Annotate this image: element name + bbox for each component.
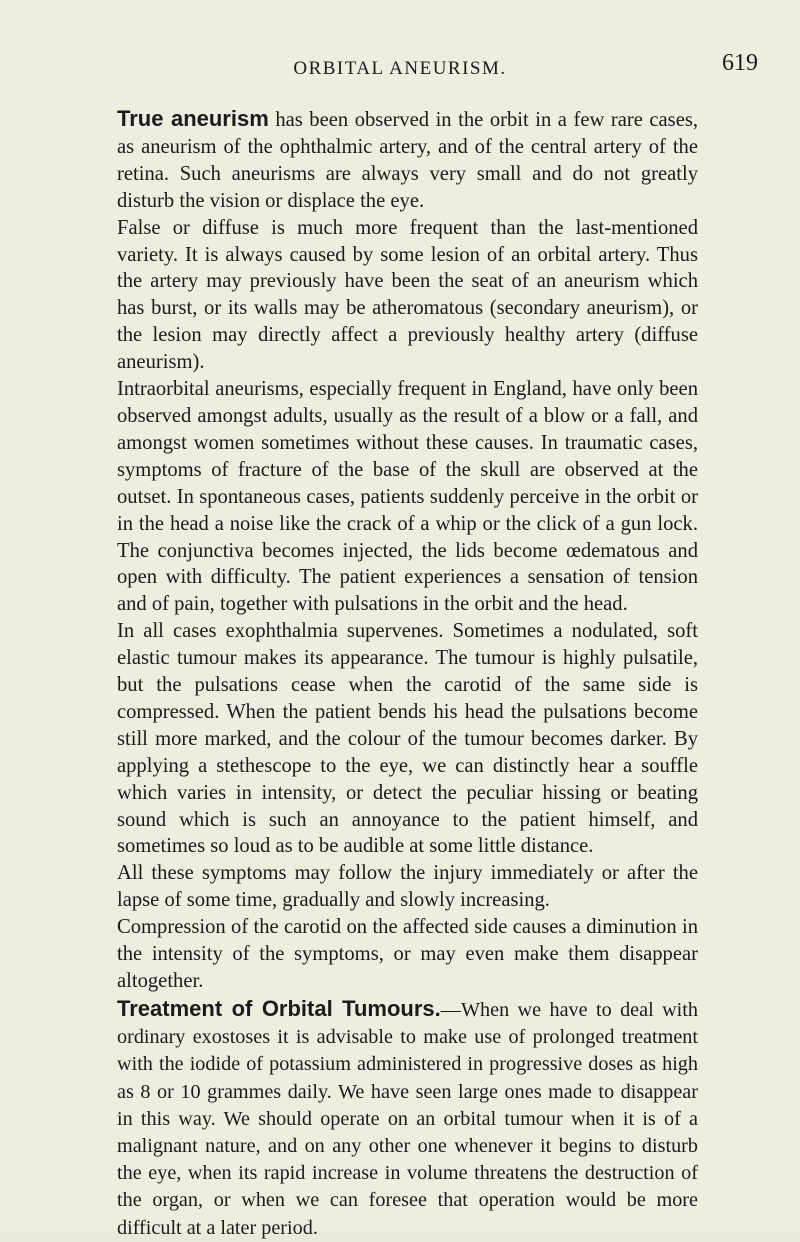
paragraph-true-aneurism: [117, 106, 698, 215]
paragraph-compression: [117, 914, 698, 995]
paragraph-symptoms-follow: [117, 860, 698, 914]
run-in-heading: True aneurism: [117, 106, 269, 131]
paragraph-text: has been observed in the orbit in a few rare cases, as aneurism of the ophthalmic artery, and of the central artery of the retina. Such aneurisms are always very small and do not greatly disturb the vision or displace the eye.: [117, 109, 699, 212]
paragraph-exophthalmia: [117, 618, 698, 860]
paragraph-text: In all cases exophthalmia supervenes. Sometimes a nodulated, soft elastic tumour makes its appearance. The tumour is highly pulsatile, but the pulsations cease when the carotid of the same side is compressed. When the patient bends his head the pulsations become still more marked, and the colour of the tumour becomes darker. By applying a stethescope to the eye, we can distinctly hear a souffle which varies in intensity, or detect the peculiar hissing or beating sound which is such an annoyance to the patient himself, and sometimes so loud as to be audible at some little distance.: [117, 620, 698, 858]
paragraph-text: All these symptoms may follow the injury immediately or after the lapse of some time, gradually and slowly increasing.: [117, 862, 698, 912]
paragraph-text: Intraorbital aneurisms, especially frequent in England, have only been observed amongst adults, usually as the result of a blow or a fall, and amongst women sometimes without these causes. In traumatic cases, symptoms of fracture of the base of the skull are observed at the outset. In spontaneous cases, patients suddenly perceive in the orbit or in the head a noise like the crack of a whip or the click of a gun lock. The conjunctiva becomes injected, the lids become œdematous and open with difficulty. The patient experiences a sensation of tension and of pain, together with pulsations in the orbit and the head.: [117, 378, 698, 616]
paragraph-treatment: [117, 995, 698, 1242]
paragraph-text: —When we have to deal with ordinary exostoses it is advisable to make use of prolonged treatment with the iodide of potassium administered in progressive doses as high as 8 or 10 grammes daily. We have seen large ones made to disappear in this way. We should operate on an orbital tumour when it is of a malignant nature, and on any other one whenever it begins to disturb the eye, when its rapid increase in volume threatens the destruction of the organ, or when we can foresee that operation would be more difficult at a later period.: [117, 998, 698, 1239]
page-number: 619: [722, 50, 758, 76]
running-head: ORBITAL ANEURISM.: [293, 58, 507, 79]
paragraph-text: False or diffuse is much more frequent than the last-mentioned variety. It is always caused by some lesion of an orbital artery. Thus the artery may previously have been the seat of an aneurism which has burst, or its walls may be atheromatous (secondary aneurism), or the lesion may directly affect a previously healthy artery (diffuse aneurism).: [117, 216, 698, 374]
paragraph-false-aneurism: [117, 215, 698, 376]
paragraph-intraorbital: [117, 376, 698, 618]
body-text: [117, 106, 698, 1242]
paragraph-text: Compression of the carotid on the affected side causes a diminution in the intensity of the symptoms, or may even make them disappear altogether.: [117, 916, 698, 992]
run-in-heading: Treatment of Orbital Tumours.: [117, 995, 441, 1021]
